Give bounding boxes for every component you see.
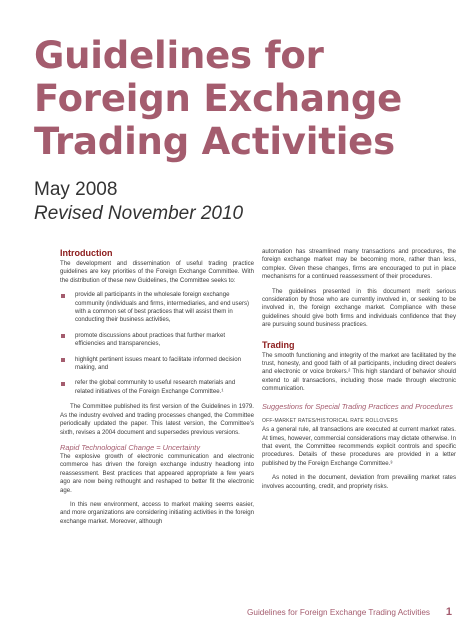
right-column (262, 248, 456, 497)
page-number: 1 (445, 606, 452, 618)
page-title (34, 34, 454, 163)
suggestions-heading: Suggestions for Special Trading Practices and Procedures (262, 401, 453, 411)
bullet-square-icon (61, 358, 65, 362)
guidelines-paragraph: The guidelines presented in this document merit serious consideration by those who are currently involved in, or seeking to be involved in, the foreign exchange market. Compliance with these guidelines should give both firms and individuals confidence that they are pursuing sound business practices. (262, 287, 456, 329)
introduction-heading: Introduction (60, 248, 113, 258)
publication-date: May 2008 (34, 179, 118, 200)
off-market-subheading: OFF-MARKET RATES/HISTORICAL RATE ROLLOVERS (262, 417, 398, 424)
revision-date: Revised November 2010 (34, 203, 244, 224)
rapid-change-paragraph-1: The explosive growth of electronic communication and electronic commerce has driven the foreign exchange industry headlong into reassessment. Best practices that appeared appropriate a few years ago are now being rethought and reshaped to better fit the electronic age. (60, 452, 254, 494)
list-item: refer the global community to useful research materials and related initiatives of the Foreign Exchange Committee.¹ (60, 379, 254, 396)
left-column (60, 248, 254, 532)
rapid-change-paragraph-2: In this new environment, access to market making seems easier, and more organizations are considering initiating activities in the foreign exchange market. Moreover, although (60, 500, 254, 525)
date-block (34, 178, 243, 226)
trading-paragraph: The smooth functioning and integrity of the market are facilitated by the trust, honesty, and good faith of all participants, including direct dealers and electronic or voice brokers.² This high standard of behavior should extend to all transactions, including those made through electronic communication. (262, 351, 456, 393)
list-item: promote discussions about practices that further market efficiencies and transparencies, (60, 332, 254, 349)
title-line-1: Guidelines for (34, 34, 324, 77)
title-line-2: Foreign Exchange (34, 77, 403, 120)
list-item: provide all participants in the wholesale foreign exchange community (individuals and firms, intermediaries, and end users) with a common set of best practices that will assist them in conducting their business activities, (60, 291, 254, 325)
continued-paragraph: automation has streamlined many transactions and procedures, the foreign exchange market may be becoming more, rather than less, complex. Given these changes, firms are encouraged to put in place mechanisms for a continued reassessment of their procedures. (262, 248, 456, 281)
rapid-change-heading: Rapid Technological Change = Uncertainty (60, 442, 201, 452)
bullet-square-icon (61, 334, 65, 338)
off-market-paragraph-1: As a general rule, all transactions are executed at current market rates. At times, however, commercial considerations may dictate otherwise. In that event, the Committee recommends explicit controls and specific procedures. Details of these procedures are provided in a letter published by the Foreign Exchange Committee.³ (262, 426, 456, 467)
bullet-square-icon (61, 294, 65, 298)
footer-title: Guidelines for Foreign Exchange Trading Activities (247, 608, 430, 617)
introduction-paragraph-1: The development and dissemination of useful trading practice guidelines are key priorities of the Foreign Exchange Committee. With the distribution of these new Guidelines, the Committee seeks to: (60, 260, 254, 284)
trading-heading: Trading (262, 339, 295, 350)
list-item: highlight pertinent issues meant to facilitate informed decision making, and (60, 356, 254, 373)
title-line-3: Trading Activities (34, 120, 395, 163)
introduction-paragraph-2: The Committee published its first version of the Guidelines in 1979. As the industry evolved and trading processes changed, the Committee periodically updated the paper. This latest version, the Committee's sixth, revises a 2004 document and supersedes previous versions. (60, 403, 254, 436)
page-footer (0, 607, 474, 623)
goals-list (60, 291, 254, 396)
bullet-square-icon (61, 382, 65, 386)
off-market-paragraph-2: As noted in the document, deviation from prevailing market rates involves accounting, credit, and propriety risks. (262, 474, 456, 490)
